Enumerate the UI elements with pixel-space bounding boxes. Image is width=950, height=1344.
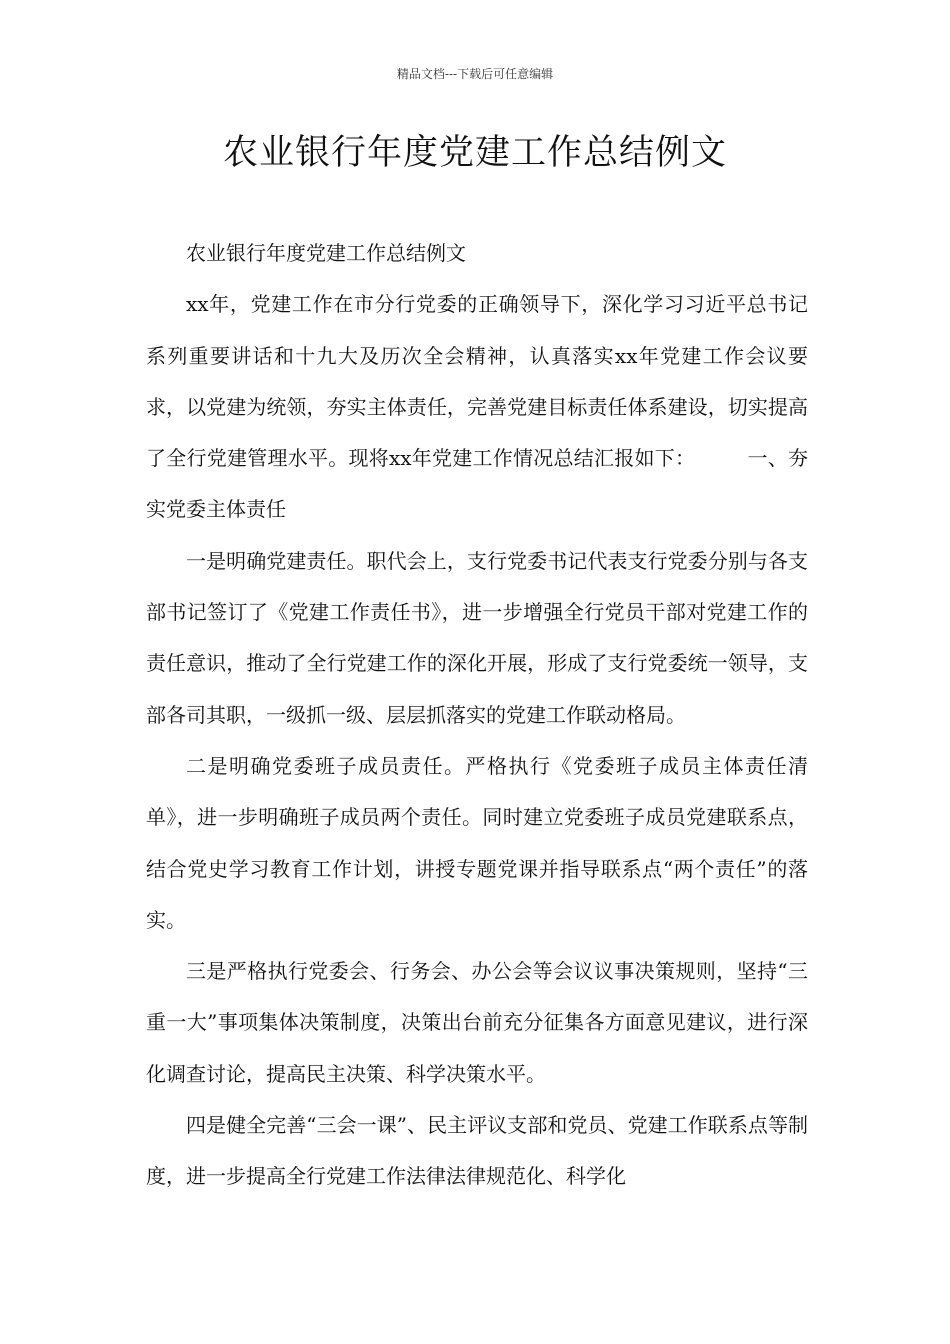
header-note: 精品文档---下载后可任意编辑 (396, 67, 554, 81)
paragraph-4: 四是健全完善“三会一课”、民主评议支部和党员、党建工作联系点等制度，进一步提高全行党建工作法律法律规范化、科学化 (146, 1113, 808, 1189)
paragraph-3: 三是严格执行党委会、行务会、办公会等会议议事决策规则，坚持“三重一大”事项集体决策制度，决策出台前充分征集各方面意见建议，进行深化调查讨论，提高民主决策、科学决策水平。 (146, 959, 808, 1086)
intro-paragraph (146, 279, 808, 535)
subtitle-paragraph: 农业银行年度党建工作总结例文 (186, 241, 466, 265)
intro-text: xx年，党建工作在市分行党委的正确领导下，深化学习习近平总书记系列重要讲话和十九大及历次全会精神，认真落实xx年党建工作会议要求，以党建为统领，夯实主体责任，完善党建目标责任体系建设，切实提高了全行党建管理水平。现将xx年党建工作情况总结汇报如下： (146, 292, 808, 471)
document-title: 农业银行年度党建工作总结例文 (222, 133, 727, 173)
paragraph-1: 一是明确党建责任。职代会上，支行党委书记代表支行党委分别与各支部书记签订了《党建工作责任书》，进一步增强全行党员干部对党建工作的责任意识，推动了全行党建工作的深化开展，形成了支行党委统一领导，支部各司其职，一级抓一级、层层抓落实的党建工作联动格局。 (146, 548, 808, 727)
paragraph-2: 二是明确党委班子成员责任。严格执行《党委班子成员主体责任清单》，进一步明确班子成员两个责任。同时建立党委班子成员党建联系点，结合党史学习教育工作计划，讲授专题党课并指导联系点“两个责任”的落实。 (146, 753, 808, 932)
section-heading: 一、夯实党委主体责任 (146, 446, 809, 522)
document-body (146, 228, 808, 1203)
